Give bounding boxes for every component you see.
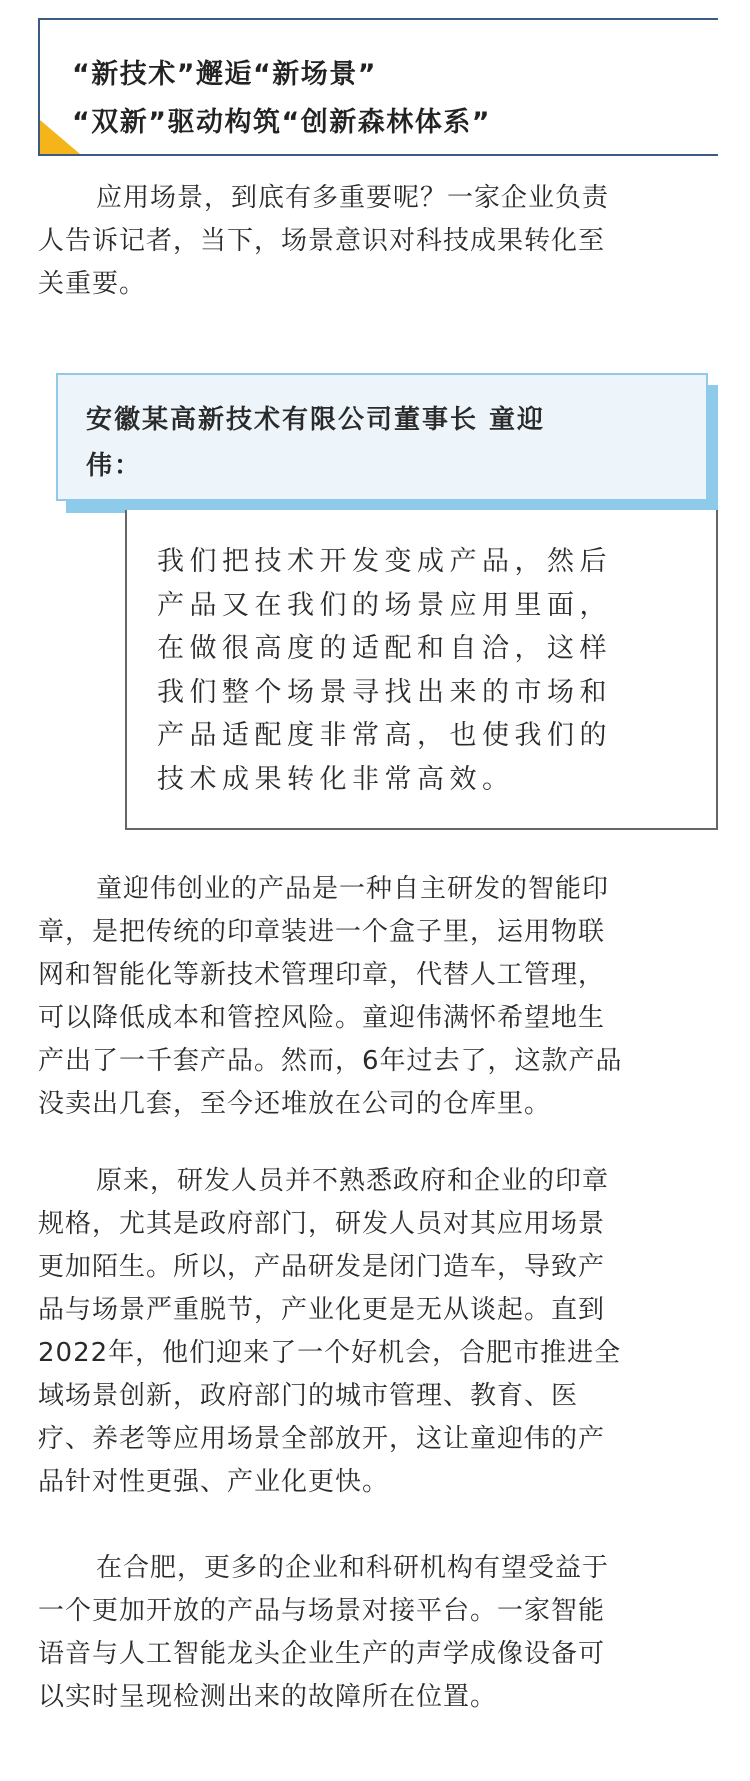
paragraph-line: 更加陌生。所以，产品研发是闭门造车，导致产 (38, 1252, 606, 1282)
intro-paragraph (38, 177, 718, 306)
paragraph-line: 产出了一千套产品。然而，6年过去了，这款产品 (38, 1046, 623, 1076)
paragraph-line: 应用场景，到底有多重要呢？一家企业负责 (96, 183, 610, 213)
body-paragraph-2 (38, 1160, 718, 1504)
paragraph-line: 可以降低成本和管控风险。童迎伟满怀希望地生 (38, 1003, 606, 1033)
paragraph-line: 网和智能化等新技术管理印章，代替人工管理， (38, 960, 606, 990)
paragraph-line: 原来，研发人员并不熟悉政府和企业的印章 (96, 1166, 610, 1196)
paragraph-line: 童迎伟创业的产品是一种自主研发的智能印 (96, 874, 610, 904)
paragraph-line: 关重要。 (38, 269, 147, 299)
quote-line: 产品适配度非常高，也使我们的 (157, 720, 612, 751)
paragraph-line: 品与场景严重脱节，产业化更是无从谈起。直到 (38, 1295, 606, 1325)
article-title-box (38, 18, 718, 156)
quote-line: 我们把技术开发变成产品，然后 (157, 546, 612, 577)
paragraph-line: 没卖出几套，至今还堆放在公司的仓库里。 (38, 1089, 552, 1119)
paragraph-line: 规格，尤其是政府部门，研发人员对其应用场景 (38, 1209, 606, 1239)
paragraph-line: 语音与人工智能龙头企业生产的声学成像设备可 (38, 1639, 606, 1669)
quote-line: 产品又在我们的场景应用里面， (157, 589, 612, 621)
paragraph-line: 以实时呈现检测出来的故障所在位置。 (38, 1682, 498, 1712)
paragraph-line: 章，是把传统的印章装进一个盒子里，运用物联 (38, 917, 606, 947)
body-paragraph-1 (38, 868, 718, 1126)
body-paragraph-3 (38, 1547, 718, 1719)
paragraph-line: 2022年，他们迎来了一个好机会，合肥市推进全 (38, 1338, 622, 1368)
paragraph-line: 在合肥，更多的企业和科研机构有望受益于 (96, 1553, 610, 1583)
quote-line: 我们整个场景寻找出来的市场和 (157, 676, 612, 708)
paragraph-line: 一个更加开放的产品与场景对接平台。一家智能 (38, 1596, 606, 1626)
paragraph-line: 疗、养老等应用场景全部放开，这让童迎伟的产 (38, 1424, 606, 1454)
quote-line: 在做很高度的适配和自洽，这样 (157, 633, 612, 664)
title-line-2: “双新”驱动构筑“创新森林体系” (72, 107, 491, 138)
paragraph-line: 域场景创新，政府部门的城市管理、教育、医 (38, 1381, 579, 1411)
quote-line: 技术成果转化非常高效。 (157, 763, 515, 795)
quote-box (125, 510, 718, 830)
quote-text (157, 540, 612, 801)
speaker-card (56, 373, 708, 501)
title-line-1: “新技术”邂逅“新场景” (72, 59, 377, 90)
paragraph-line: 品针对性更强、产业化更快。 (38, 1467, 390, 1497)
speaker-name-line-2: 伟： (86, 451, 143, 481)
speaker-name-line-1: 安徽某高新技术有限公司董事长 童迎 (86, 405, 546, 435)
paragraph-line: 人告诉记者，当下，场景意识对科技成果转化至 (38, 226, 606, 256)
